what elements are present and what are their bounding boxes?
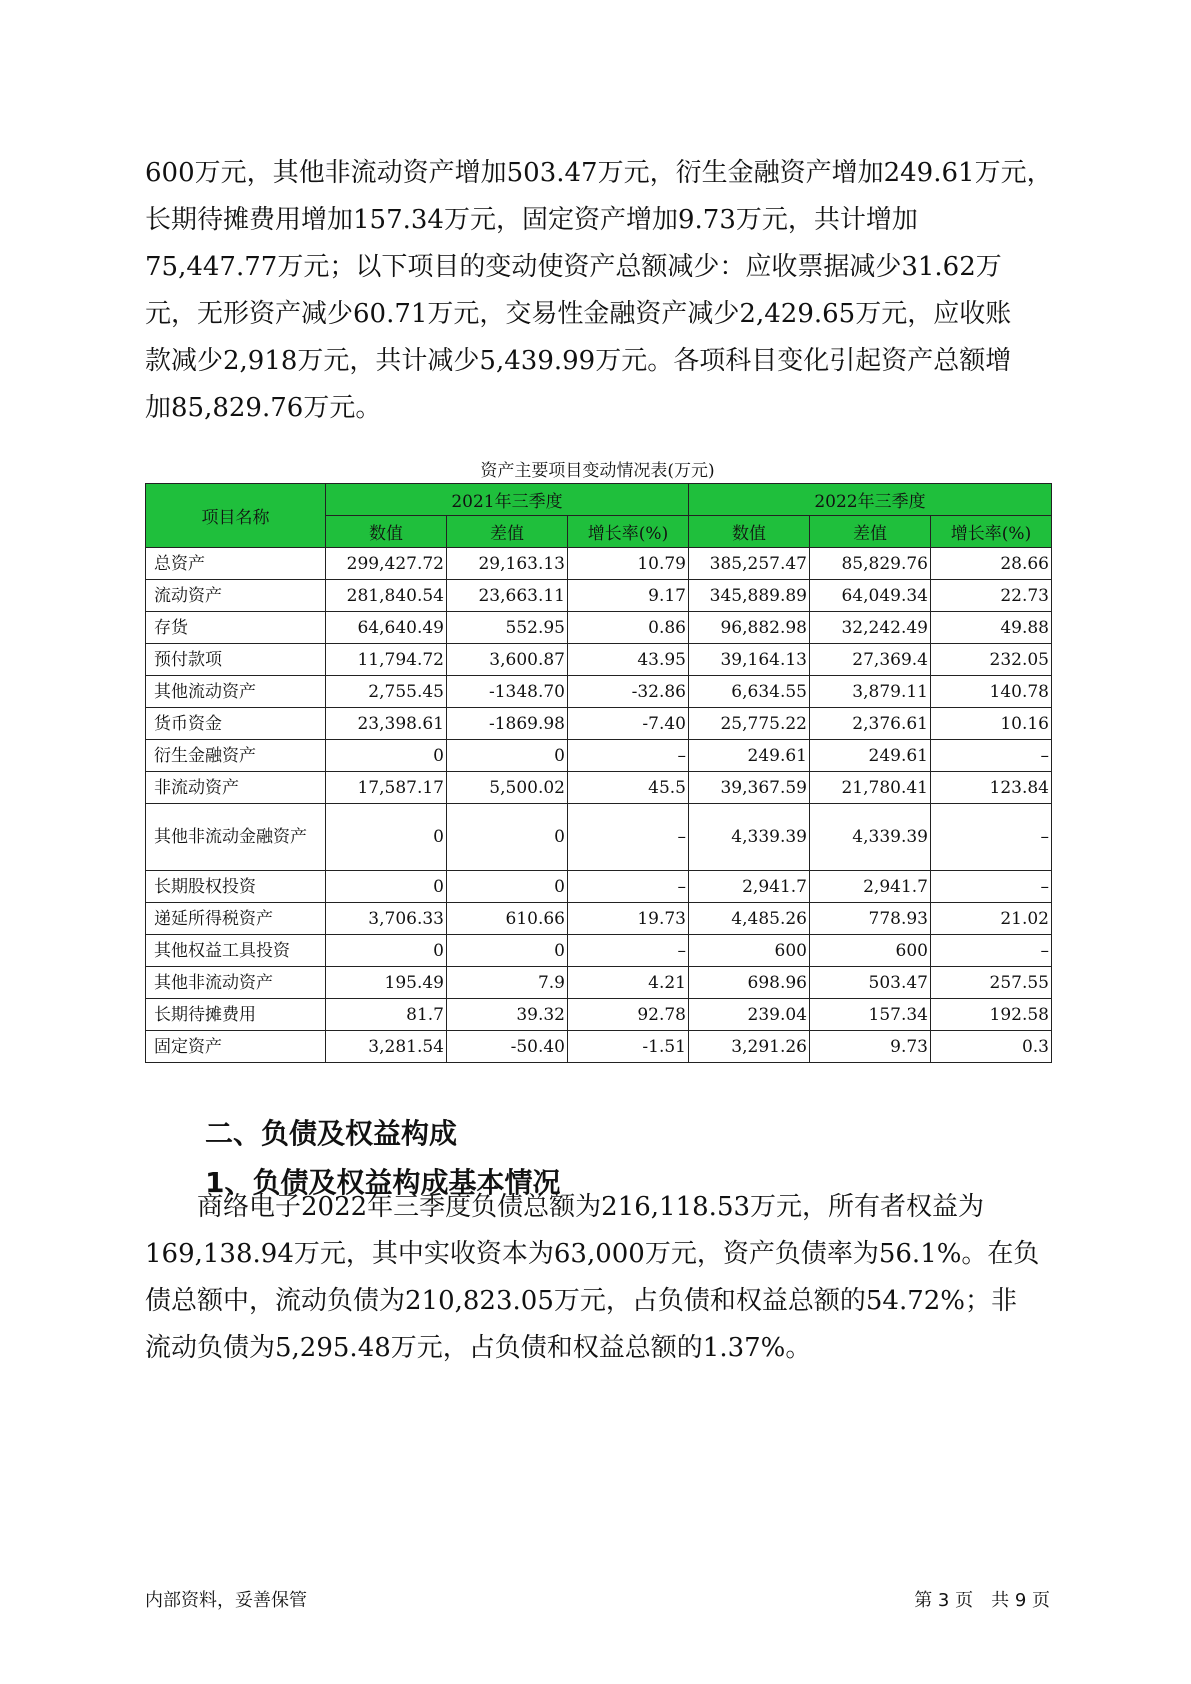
- diff-2022-cell: 85,829.76: [810, 548, 931, 580]
- intro-line: 600万元，其他非流动资产增加503.47万元，衍生金融资产增加249.61万元，: [145, 158, 1053, 188]
- value-2021-cell: 281,840.54: [326, 580, 447, 612]
- value-2022-cell: 4,485.26: [689, 903, 810, 935]
- liability-paragraph: [145, 1184, 1050, 1372]
- row-name-cell: 其他非流动金融资产: [146, 804, 326, 871]
- row-name-cell: 存货: [146, 612, 326, 644]
- table-body: [146, 548, 1052, 1063]
- row-name-cell: 固定资产: [146, 1031, 326, 1063]
- row-name-cell: 长期股权投资: [146, 871, 326, 903]
- growth-2022-cell: –: [931, 871, 1052, 903]
- row-name-cell: 货币资金: [146, 708, 326, 740]
- growth-2022-cell: 28.66: [931, 548, 1052, 580]
- growth-2021-cell: –: [568, 935, 689, 967]
- subheader-value: 数值: [689, 516, 810, 548]
- row-name-cell: 流动资产: [146, 580, 326, 612]
- header-period-2021: 2021年三季度: [326, 484, 689, 516]
- liability-line: 流动负债为5,295.48万元，占负债和权益总额的1.37%。: [145, 1333, 812, 1363]
- subheader-diff: 差值: [447, 516, 568, 548]
- diff-2022-cell: 778.93: [810, 903, 931, 935]
- value-2021-cell: 2,755.45: [326, 676, 447, 708]
- value-2022-cell: 39,367.59: [689, 772, 810, 804]
- value-2022-cell: 249.61: [689, 740, 810, 772]
- header-period-2022: 2022年三季度: [689, 484, 1052, 516]
- value-2021-cell: 0: [326, 935, 447, 967]
- growth-2021-cell: 9.17: [568, 580, 689, 612]
- table-row: [146, 548, 1052, 580]
- growth-2022-cell: –: [931, 804, 1052, 871]
- diff-2021-cell: -1869.98: [447, 708, 568, 740]
- diff-2022-cell: 9.73: [810, 1031, 931, 1063]
- growth-2021-cell: 4.21: [568, 967, 689, 999]
- table-row: [146, 740, 1052, 772]
- value-2022-cell: 385,257.47: [689, 548, 810, 580]
- diff-2021-cell: 7.9: [447, 967, 568, 999]
- intro-line: 元，无形资产减少60.71万元，交易性金融资产减少2,429.65万元，应收账: [145, 299, 1012, 329]
- row-name-cell: 其他非流动资产: [146, 967, 326, 999]
- subheader-value: 数值: [326, 516, 447, 548]
- growth-2021-cell: 0.86: [568, 612, 689, 644]
- value-2022-cell: 4,339.39: [689, 804, 810, 871]
- growth-2021-cell: –: [568, 740, 689, 772]
- value-2021-cell: 3,281.54: [326, 1031, 447, 1063]
- diff-2021-cell: 552.95: [447, 612, 568, 644]
- growth-2021-cell: -7.40: [568, 708, 689, 740]
- row-name-cell: 衍生金融资产: [146, 740, 326, 772]
- row-name-cell: 其他权益工具投资: [146, 935, 326, 967]
- subheader-diff: 差值: [810, 516, 931, 548]
- table-caption: 资产主要项目变动情况表(万元): [480, 461, 715, 481]
- diff-2022-cell: 503.47: [810, 967, 931, 999]
- growth-2021-cell: –: [568, 871, 689, 903]
- table-row: [146, 804, 1052, 871]
- table-row: [146, 580, 1052, 612]
- growth-2022-cell: 22.73: [931, 580, 1052, 612]
- value-2021-cell: 81.7: [326, 999, 447, 1031]
- table-row: [146, 999, 1052, 1031]
- diff-2021-cell: 0: [447, 740, 568, 772]
- growth-2022-cell: 21.02: [931, 903, 1052, 935]
- footer-page-number: 第 3 页 共 9 页: [914, 1590, 1050, 1611]
- value-2021-cell: 195.49: [326, 967, 447, 999]
- diff-2021-cell: 3,600.87: [447, 644, 568, 676]
- diff-2021-cell: 610.66: [447, 903, 568, 935]
- value-2021-cell: 3,706.33: [326, 903, 447, 935]
- intro-line: 长期待摊费用增加157.34万元，固定资产增加9.73万元，共计增加: [145, 205, 918, 235]
- table-row: [146, 1031, 1052, 1063]
- value-2021-cell: 23,398.61: [326, 708, 447, 740]
- row-name-cell: 总资产: [146, 548, 326, 580]
- growth-2022-cell: 232.05: [931, 644, 1052, 676]
- diff-2022-cell: 157.34: [810, 999, 931, 1031]
- diff-2022-cell: 3,879.11: [810, 676, 931, 708]
- diff-2022-cell: 249.61: [810, 740, 931, 772]
- value-2022-cell: 25,775.22: [689, 708, 810, 740]
- value-2022-cell: 239.04: [689, 999, 810, 1031]
- diff-2021-cell: 39.32: [447, 999, 568, 1031]
- row-name-cell: 预付款项: [146, 644, 326, 676]
- diff-2021-cell: 0: [447, 935, 568, 967]
- row-name-cell: 递延所得税资产: [146, 903, 326, 935]
- growth-2022-cell: 0.3: [931, 1031, 1052, 1063]
- diff-2021-cell: 0: [447, 871, 568, 903]
- row-name-cell: 非流动资产: [146, 772, 326, 804]
- table-row: [146, 935, 1052, 967]
- diff-2021-cell: 23,663.11: [447, 580, 568, 612]
- diff-2021-cell: 5,500.02: [447, 772, 568, 804]
- value-2022-cell: 698.96: [689, 967, 810, 999]
- growth-2022-cell: 140.78: [931, 676, 1052, 708]
- growth-2022-cell: –: [931, 740, 1052, 772]
- value-2021-cell: 299,427.72: [326, 548, 447, 580]
- growth-2021-cell: -32.86: [568, 676, 689, 708]
- row-name-cell: 长期待摊费用: [146, 999, 326, 1031]
- table-row: [146, 772, 1052, 804]
- subsection-heading: 1、负债及权益构成基本情况: [205, 1166, 561, 1199]
- table-row: [146, 708, 1052, 740]
- intro-line: 款减少2,918万元，共计减少5,439.99万元。各项科目变化引起资产总额增: [145, 346, 1012, 376]
- growth-2022-cell: 192.58: [931, 999, 1052, 1031]
- diff-2021-cell: 29,163.13: [447, 548, 568, 580]
- intro-line: 75,447.77万元；以下项目的变动使资产总额减少：应收票据减少31.62万: [145, 252, 1002, 282]
- liability-line: 商络电子2022年三季度负债总额为216,118.53万元，所有者权益为: [145, 1192, 985, 1222]
- table-row: [146, 967, 1052, 999]
- diff-2022-cell: 600: [810, 935, 931, 967]
- growth-2021-cell: –: [568, 804, 689, 871]
- value-2022-cell: 3,291.26: [689, 1031, 810, 1063]
- value-2022-cell: 39,164.13: [689, 644, 810, 676]
- growth-2021-cell: 43.95: [568, 644, 689, 676]
- diff-2022-cell: 21,780.41: [810, 772, 931, 804]
- diff-2022-cell: 4,339.39: [810, 804, 931, 871]
- diff-2021-cell: -1348.70: [447, 676, 568, 708]
- growth-2022-cell: 49.88: [931, 612, 1052, 644]
- subheader-growth: 增长率(%): [931, 516, 1052, 548]
- diff-2022-cell: 2,376.61: [810, 708, 931, 740]
- growth-2021-cell: 19.73: [568, 903, 689, 935]
- value-2022-cell: 2,941.7: [689, 871, 810, 903]
- diff-2021-cell: 0: [447, 804, 568, 871]
- table-row: [146, 676, 1052, 708]
- row-name-cell: 其他流动资产: [146, 676, 326, 708]
- growth-2022-cell: –: [931, 935, 1052, 967]
- table-row: [146, 871, 1052, 903]
- asset-change-table: [145, 483, 1052, 1063]
- growth-2021-cell: 45.5: [568, 772, 689, 804]
- table-row: [146, 612, 1052, 644]
- intro-line: 加85,829.76万元。: [145, 393, 382, 423]
- growth-2021-cell: 10.79: [568, 548, 689, 580]
- header-item-name: 项目名称: [146, 484, 326, 548]
- growth-2021-cell: -1.51: [568, 1031, 689, 1063]
- liability-line: 169,138.94万元，其中实收资本为63,000万元，资产负债率为56.1%。在负: [145, 1239, 1040, 1269]
- value-2022-cell: 6,634.55: [689, 676, 810, 708]
- value-2021-cell: 0: [326, 804, 447, 871]
- diff-2022-cell: 64,049.34: [810, 580, 931, 612]
- value-2021-cell: 0: [326, 740, 447, 772]
- intro-paragraph: [145, 150, 1053, 432]
- value-2021-cell: 17,587.17: [326, 772, 447, 804]
- growth-2022-cell: 257.55: [931, 967, 1052, 999]
- subheader-growth: 增长率(%): [568, 516, 689, 548]
- value-2022-cell: 345,889.89: [689, 580, 810, 612]
- section-heading: 二、负债及权益构成: [205, 1117, 458, 1150]
- diff-2022-cell: 32,242.49: [810, 612, 931, 644]
- growth-2022-cell: 10.16: [931, 708, 1052, 740]
- growth-2022-cell: 123.84: [931, 772, 1052, 804]
- diff-2022-cell: 2,941.7: [810, 871, 931, 903]
- value-2022-cell: 96,882.98: [689, 612, 810, 644]
- value-2022-cell: 600: [689, 935, 810, 967]
- growth-2021-cell: 92.78: [568, 999, 689, 1031]
- diff-2022-cell: 27,369.4: [810, 644, 931, 676]
- liability-line: 债总额中，流动负债为210,823.05万元，占负债和权益总额的54.72%；非: [145, 1286, 1018, 1316]
- value-2021-cell: 0: [326, 871, 447, 903]
- value-2021-cell: 64,640.49: [326, 612, 447, 644]
- table-row: [146, 644, 1052, 676]
- diff-2021-cell: -50.40: [447, 1031, 568, 1063]
- value-2021-cell: 11,794.72: [326, 644, 447, 676]
- table-row: [146, 903, 1052, 935]
- footer-confidential-note: 内部资料，妥善保管: [145, 1590, 307, 1611]
